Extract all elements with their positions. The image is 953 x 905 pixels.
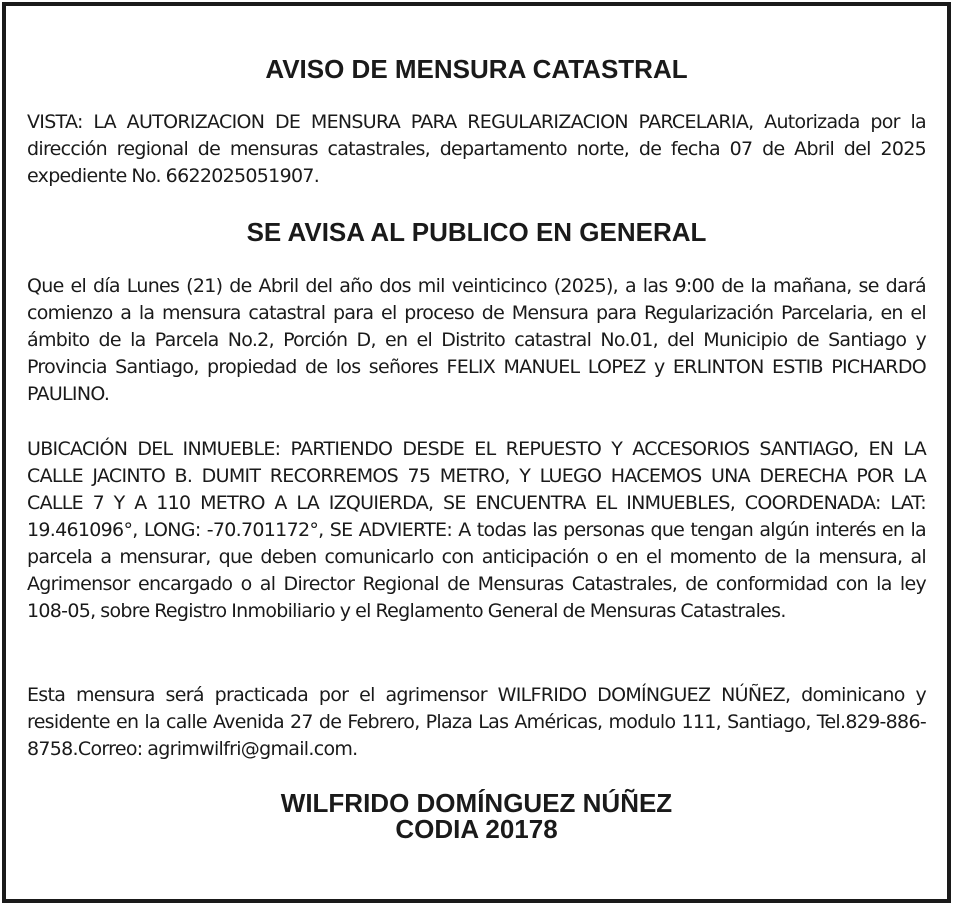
signature-codia: CODIA 20178 [395,814,558,844]
paragraph-vista: VISTA: LA AUTORIZACION DE MENSURA PARA REGULARIZACION PARCELARIA, Autorizada por la dirección regional de mensuras catastrales, departamento norte, de fecha 07 de Abril del 2025 expediente No. 6622025051907. [27,111,926,187]
paragraph-ubicacion: UBICACIÓN DEL INMUEBLE: PARTIENDO DESDE EL REPUESTO Y ACCESORIOS SANTIAGO, EN LA CALLE JACINTO B. DUMIT RECORREMOS 75 METRO, Y LUEGO HACEMOS UNA DERECHA POR LA CALLE 7 Y A 110 METRO A LA IZQUIERDA, SE ENCUENTRA EL INMUEBLES, COORDENADA: LAT: 19.461096°, LONG: -70.701172°, SE ADVIERTE: A todas las personas que tengan algún interés en la parcela a mensurar, que deben comunicarlo con anticipación o en el momento de la mensura, al Agrimensor encargado o al Director Regional de Mensuras Catastrales, de conformidad con la ley 108-05, sobre Registro Inmobiliario y el Reglamento General de Mensuras Catastrales. [27,438,926,622]
paragraph-aviso: Que el día Lunes (21) de Abril del año dos mil veinticinco (2025), a las 9:00 de la mañana, se dará comienzo a la mensura catastral para el proceso de Mensura para Regularización Parcelaria, en el ámbito de la Parcela No.2, Porción D, en el Distrito catastral No.01, del Municipio de Santiago y Provincia Santiago, propiedad de los señores FELIX MANUEL LOPEZ y ERLINTON ESTIB PICHARDO PAULINO. [27,275,926,405]
notice-title: AVISO DE MENSURA CATASTRAL [265,54,688,84]
notice-frame [2,2,951,903]
notice-subtitle: SE AVISA AL PUBLICO EN GENERAL [246,217,707,247]
signature-name: WILFRIDO DOMÍNGUEZ NÚÑEZ [280,788,673,818]
paragraph-mensura: Esta mensura será practicada por el agrimensor WILFRIDO DOMÍNGUEZ NÚÑEZ, dominicano y residente en la calle Avenida 27 de Febrero, Plaza Las Américas, modulo 111, Santiago, Tel.829-886-8758.Correo: agrimwilfri@gmail.com. [27,684,926,760]
